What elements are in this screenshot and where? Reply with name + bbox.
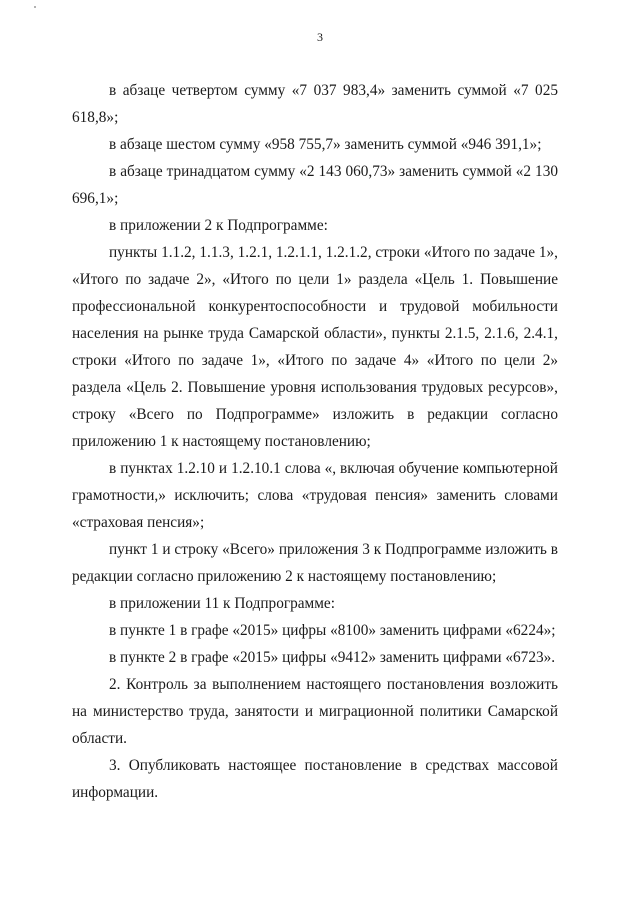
paragraph-points-1-2-10: в пунктах 1.2.10 и 1.2.10.1 слова «, включая обучение компьютерной грамотности,» исключить; слова «трудовая пенсия» заменить словами «страховая пенсия»; (72, 460, 558, 531)
paragraph-appendix-11: в приложении 11 к Подпрограмме: (109, 595, 335, 612)
paragraph-amount-13th: в абзаце тринадцатом сумму «2 143 060,73» заменить суммой «2 130 696,1»; (72, 163, 558, 207)
paragraph-point-1: в пункте 1 в графе «2015» цифры «8100» заменить цифрами «6224»; (109, 622, 556, 639)
paragraph-appendix-3: пункт 1 и строку «Всего» приложения 3 к Подпрограмме изложить в редакции согласно приложению 2 к настоящему постановлению; (72, 541, 558, 585)
page-number: 3 (317, 30, 323, 44)
paragraph-points-list: пункты 1.1.2, 1.1.3, 1.2.1, 1.2.1.1, 1.2.1.2, строки «Итого по задаче 1», «Итого по задаче 2», «Итого по цели 1» раздела «Цель 1. Повышение профессиональной конкурентоспособности и трудовой мобильности населения на рынке труда Самарской области», пункты 2.1.5, 2.1.6, 2.4.1, строки «Итого по задаче 1», «Итого по задаче 4» «Итого по цели 2» раздела «Цель 2. Повышение уровня использования трудовых ресурсов», строку «Всего по Подпрограмме» изложить в редакции согласно приложению 1 к настоящему постановлению; (72, 244, 558, 450)
paragraph-amount-4th: в абзаце четвертом сумму «7 037 983,4» заменить суммой «7 025 618,8»; (72, 82, 558, 126)
paragraph-appendix-2: в приложении 2 к Подпрограмме: (109, 217, 328, 234)
paragraph-amount-6th: в абзаце шестом сумму «958 755,7» заменить суммой «946 391,1»; (109, 136, 542, 153)
paragraph-point-2: в пункте 2 в графе «2015» цифры «9412» заменить цифрами «6723». (109, 649, 556, 666)
paragraph-control: 2. Контроль за выполнением настоящего постановления возложить на министерство труда, занятости и миграционной политики Самарской области. (72, 676, 558, 747)
paragraph-publish: 3. Опубликовать настоящее постановление в средствах массовой информации. (72, 757, 558, 801)
scan-speck (34, 6, 36, 8)
document-body (72, 77, 558, 806)
